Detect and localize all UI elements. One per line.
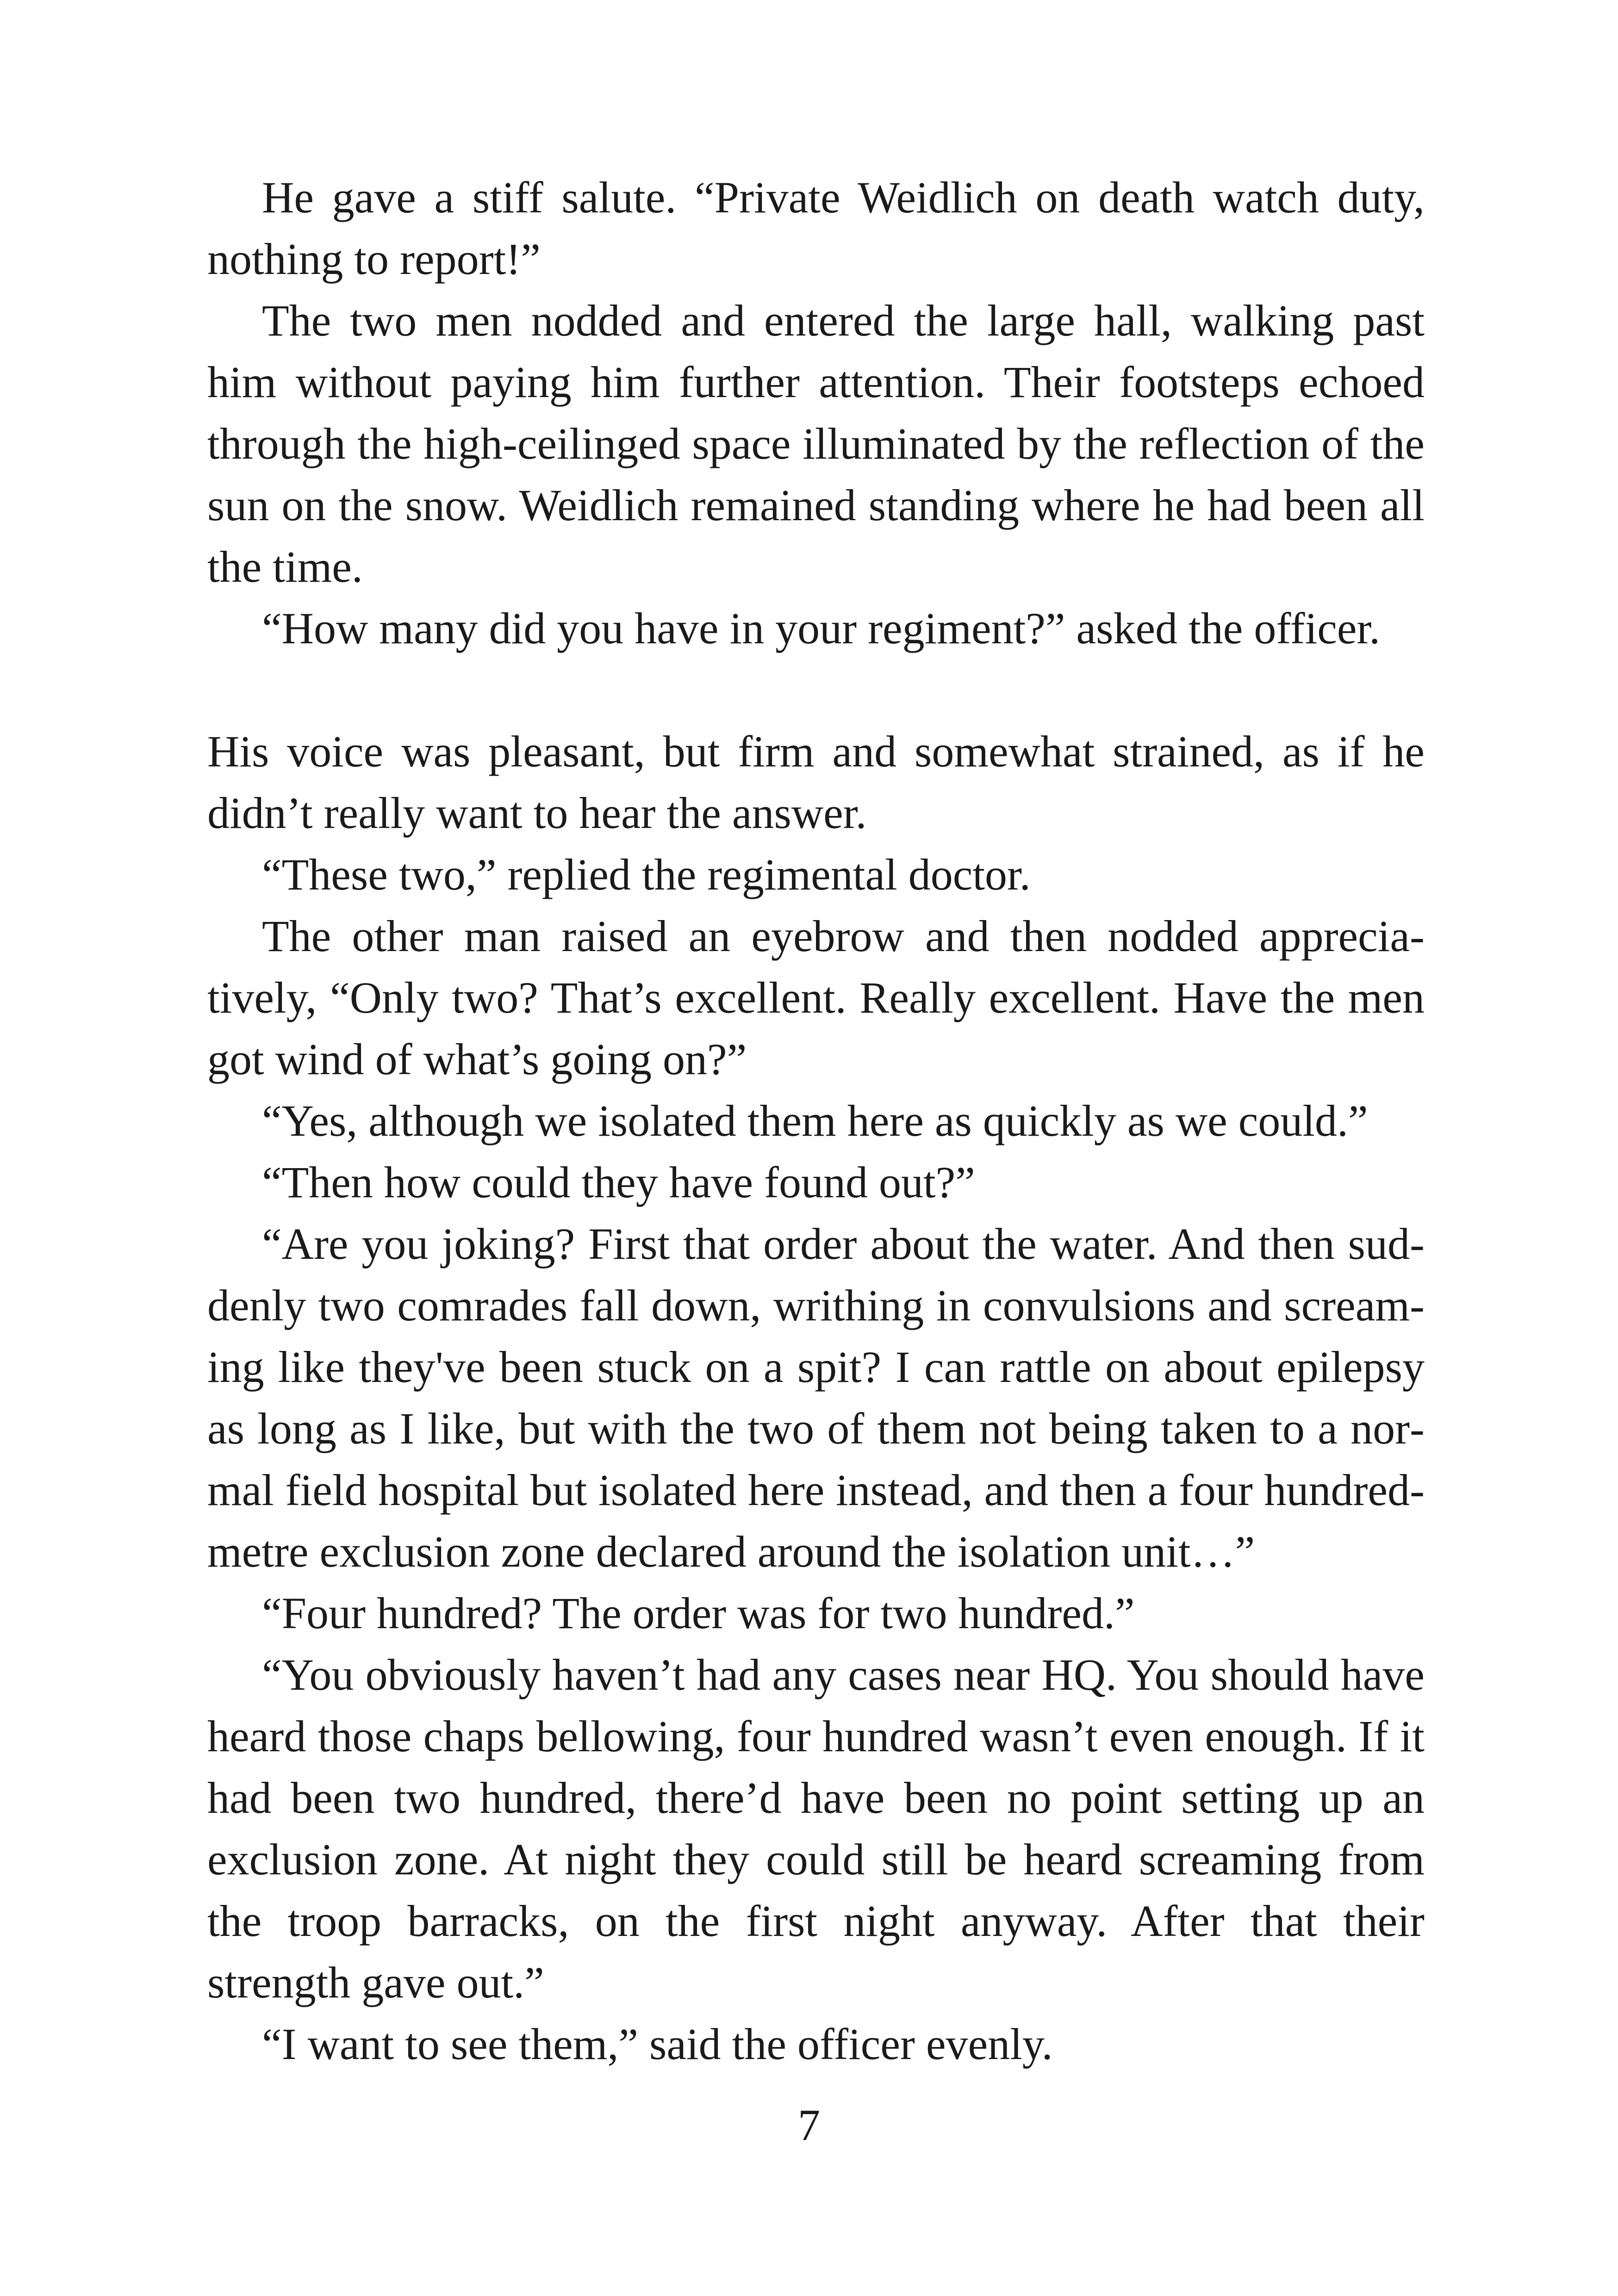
paragraph: “Then how could they have found out?” [262, 1157, 975, 1207]
paragraph: “You obviously haven’t had any cases near HQ. You should have heard those chaps bellowing, four hundred wasn’t even enough. If it had been two hundred, there’d have been no point setting up an exclusion zone. At night they could still be heard screaming from the troop barracks, on the first night anyway. After that their strength gave out.” [207, 1650, 1425, 2007]
paragraph: “These two,” replied the regimental doctor. [262, 850, 1031, 899]
paragraph: The other man raised an eyebrow and then nodded appreciatively, “Only two? That’s excellent. Really excellent. Have the men got wind of what’s going on?” [207, 911, 1425, 1084]
paragraph: His voice was pleasant, but firm and somewhat strained, as if he didn’t really want to hear the answer. [207, 727, 1425, 838]
paragraph: He gave a stiff salute. “Private Weidlich on death watch duty, nothing to report!” [207, 173, 1425, 284]
page-body [207, 167, 1425, 2075]
paragraph: “I want to see them,” said the officer evenly. [262, 2019, 1053, 2069]
paragraph: The two men nodded and entered the large hall, walking past him without paying him further attention. Their footsteps echoed through the high-ceilinged space illuminated by the reflection of the sun on the snow. Weidlich remained standing where he had been all the time. [207, 296, 1425, 591]
paragraph: “Are you joking? First that order about the water. And then suddenly two comrades fall down, writhing in convulsions and screaming like they've been stuck on a spit? I can rattle on about epilepsy as long as I like, but with the two of them not being taken to a normal field hospital but isolated here instead, and then a four hundred-metre exclusion zone declared around the isolation unit…” [207, 1219, 1425, 1576]
paragraph: “Four hundred? The order was for two hundred.” [262, 1588, 1135, 1638]
paragraph: “How many did you have in your regiment?” asked the officer. [262, 604, 1381, 653]
page-number: 7 [798, 2100, 820, 2150]
paragraph: “Yes, although we isolated them here as quickly as we could.” [262, 1096, 1368, 1145]
